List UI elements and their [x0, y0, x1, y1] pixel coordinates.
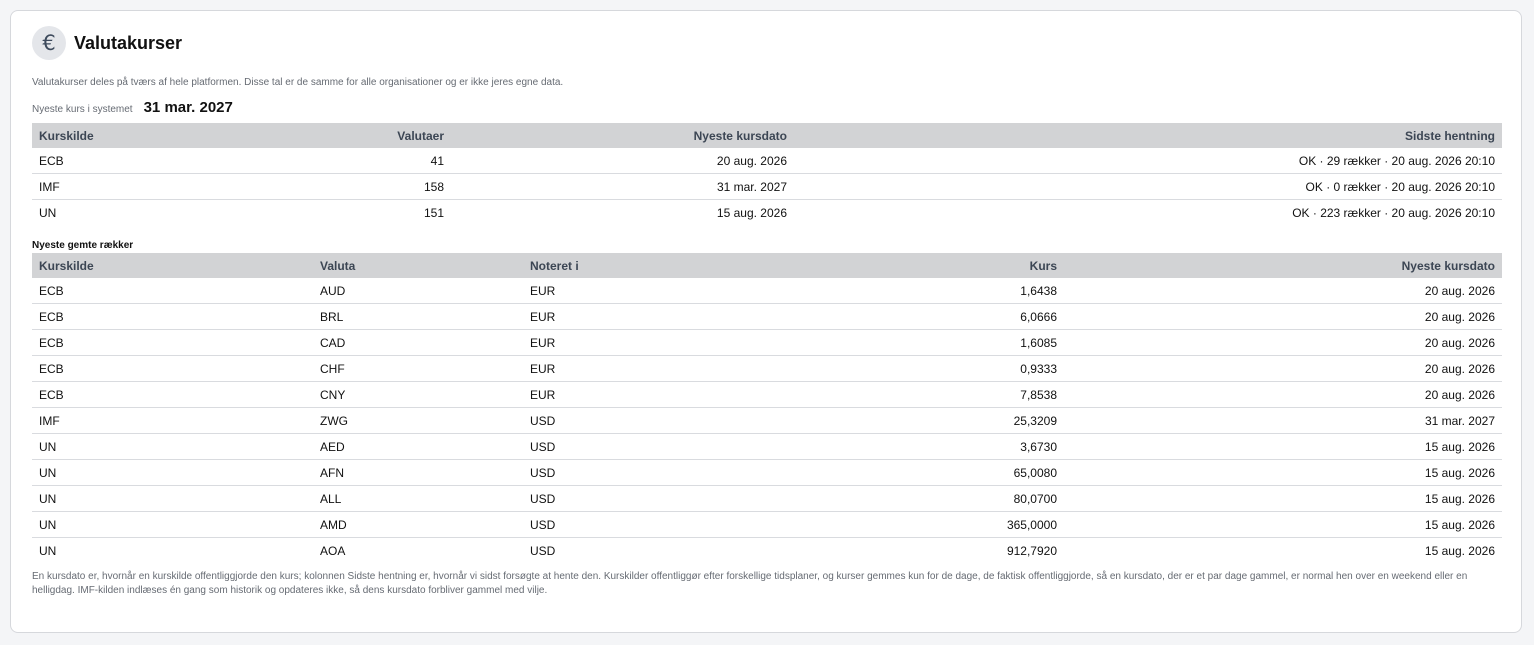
cell-quoted-in: USD [523, 408, 733, 434]
cell-rate: 25,3209 [733, 408, 1064, 434]
column-header-currencies: Valutaer [302, 123, 451, 148]
table-row [32, 200, 1502, 226]
cell-currency: ZWG [313, 408, 523, 434]
cell-latest-date: 15 aug. 2026 [1064, 434, 1502, 460]
column-header-source: Kurskilde [32, 253, 313, 278]
cell-rate: 0,9333 [733, 356, 1064, 382]
euro-icon: € [32, 26, 66, 60]
cell-last-fetch: OK · 29 rækker · 20 aug. 2026 20:10 [794, 148, 1502, 174]
table-row [32, 330, 1502, 356]
cell-quoted-in: EUR [523, 330, 733, 356]
card-header [32, 25, 1500, 61]
cell-currency: CHF [313, 356, 523, 382]
cell-source: ECB [32, 304, 313, 330]
cell-source: IMF [32, 408, 313, 434]
column-header-source: Kurskilde [32, 123, 302, 148]
description-text: Valutakurser deles på tværs af hele platformen. Disse tal er de samme for alle organisationer og er ikke jeres egne data. [32, 77, 564, 88]
cell-rate: 365,0000 [733, 512, 1064, 538]
cell-latest-date: 15 aug. 2026 [1064, 486, 1502, 512]
cell-source: UN [32, 486, 313, 512]
cell-rate: 6,0666 [733, 304, 1064, 330]
cell-currency: BRL [313, 304, 523, 330]
cell-latest-date: 20 aug. 2026 [1064, 356, 1502, 382]
cell-source: UN [39, 543, 57, 558]
cell-last-fetch: OK · 223 rækker · 20 aug. 2026 20:10 [1292, 205, 1495, 220]
cell-source: UN [32, 460, 313, 486]
cell-rate: 80,0700 [733, 486, 1064, 512]
sources-table-header [32, 123, 1502, 148]
cell-source: ECB [32, 382, 313, 408]
cell-source: UN [32, 434, 313, 460]
column-header-last-fetch: Sidste hentning [794, 123, 1502, 148]
cell-currency: CAD [313, 330, 523, 356]
latest-rate-value: 31 mar. 2027 [143, 99, 233, 116]
rows-section-title: Nyeste gemte rækker [32, 240, 134, 251]
table-row [32, 512, 1502, 538]
cell-currency: AUD [313, 278, 523, 304]
cell-rate: 65,0080 [733, 460, 1064, 486]
cell-rate: 7,8538 [733, 382, 1064, 408]
cell-latest-date: 15 aug. 2026 [1424, 543, 1495, 558]
page-title: Valutakurser [74, 32, 183, 53]
cell-latest-date: 20 aug. 2026 [1064, 304, 1502, 330]
column-header-quoted-in: Noteret i [523, 253, 733, 278]
cell-quoted-in: EUR [523, 304, 733, 330]
cell-source: UN [39, 205, 57, 220]
cell-quoted-in: EUR [523, 356, 733, 382]
cell-rate: 1,6085 [733, 330, 1064, 356]
cell-latest-date: 20 aug. 2026 [1064, 382, 1502, 408]
column-header-latest-date: Nyeste kursdato [1064, 253, 1502, 278]
table-row [32, 174, 1502, 200]
table-row [32, 408, 1502, 434]
table-row [32, 460, 1502, 486]
cell-latest-date: 20 aug. 2026 [1064, 278, 1502, 304]
cell-currencies: 158 [302, 174, 451, 200]
table-row [32, 278, 1502, 304]
cell-quoted-in: USD [523, 434, 733, 460]
cell-latest-date: 15 aug. 2026 [716, 205, 787, 220]
cell-quoted-in: USD [530, 543, 556, 558]
cell-source: ECB [32, 356, 313, 382]
latest-rate-summary [32, 99, 1500, 123]
rates-table-header [32, 253, 1502, 278]
cell-rate: 1,6438 [733, 278, 1064, 304]
cell-source: ECB [32, 330, 313, 356]
exchange-rates-card [10, 10, 1522, 633]
cell-latest-date: 31 mar. 2027 [451, 174, 794, 200]
table-row [32, 538, 1502, 564]
footnote-text: En kursdato er, hvornår en kurskilde offentliggjorde den kurs; kolonnen Sidste hentning er, hvornår vi sidst forsøgte at hente den. Kurskilder offentliggør efter forskellige tidsplaner, og kurser gemmes kun for de dage, de faktisk offentliggjorde, så en kursdato, der er et par dage gammel, er normal hen over en weekend eller en helligdag. IMF-kilden indlæses én gang som historik og opdateres ikke, så dens kursdato forbliver gammel med vilje. [32, 571, 1468, 596]
cell-latest-date: 31 mar. 2027 [1064, 408, 1502, 434]
column-header-rate: Kurs [733, 253, 1064, 278]
cell-rate: 912,7920 [1006, 543, 1057, 558]
cell-currency: AOA [320, 543, 346, 558]
cell-last-fetch: OK · 0 rækker · 20 aug. 2026 20:10 [794, 174, 1502, 200]
rates-table [32, 253, 1502, 563]
cell-source: UN [32, 512, 313, 538]
cell-currencies: 41 [302, 148, 451, 174]
table-row [32, 304, 1502, 330]
table-row [32, 434, 1502, 460]
cell-rate: 3,6730 [733, 434, 1064, 460]
cell-quoted-in: EUR [523, 382, 733, 408]
table-row [32, 486, 1502, 512]
cell-currency: AMD [313, 512, 523, 538]
sources-table [32, 123, 1502, 225]
cell-latest-date: 20 aug. 2026 [1064, 330, 1502, 356]
cell-latest-date: 15 aug. 2026 [1064, 460, 1502, 486]
column-header-currency: Valuta [313, 253, 523, 278]
cell-source: ECB [32, 148, 302, 174]
cell-quoted-in: USD [523, 460, 733, 486]
cell-currency: AED [313, 434, 523, 460]
latest-rate-label: Nyeste kurs i systemet [32, 104, 133, 115]
cell-source: ECB [32, 278, 313, 304]
cell-source: IMF [32, 174, 302, 200]
cell-currency: ALL [313, 486, 523, 512]
cell-currency: AFN [313, 460, 523, 486]
cell-quoted-in: EUR [523, 278, 733, 304]
cell-latest-date: 15 aug. 2026 [1064, 512, 1502, 538]
table-row [32, 356, 1502, 382]
column-header-latest-date: Nyeste kursdato [451, 123, 794, 148]
cell-quoted-in: USD [523, 486, 733, 512]
cell-quoted-in: USD [523, 512, 733, 538]
table-row [32, 148, 1502, 174]
table-row [32, 382, 1502, 408]
cell-currencies: 151 [423, 205, 444, 220]
cell-currency: CNY [313, 382, 523, 408]
cell-latest-date: 20 aug. 2026 [451, 148, 794, 174]
